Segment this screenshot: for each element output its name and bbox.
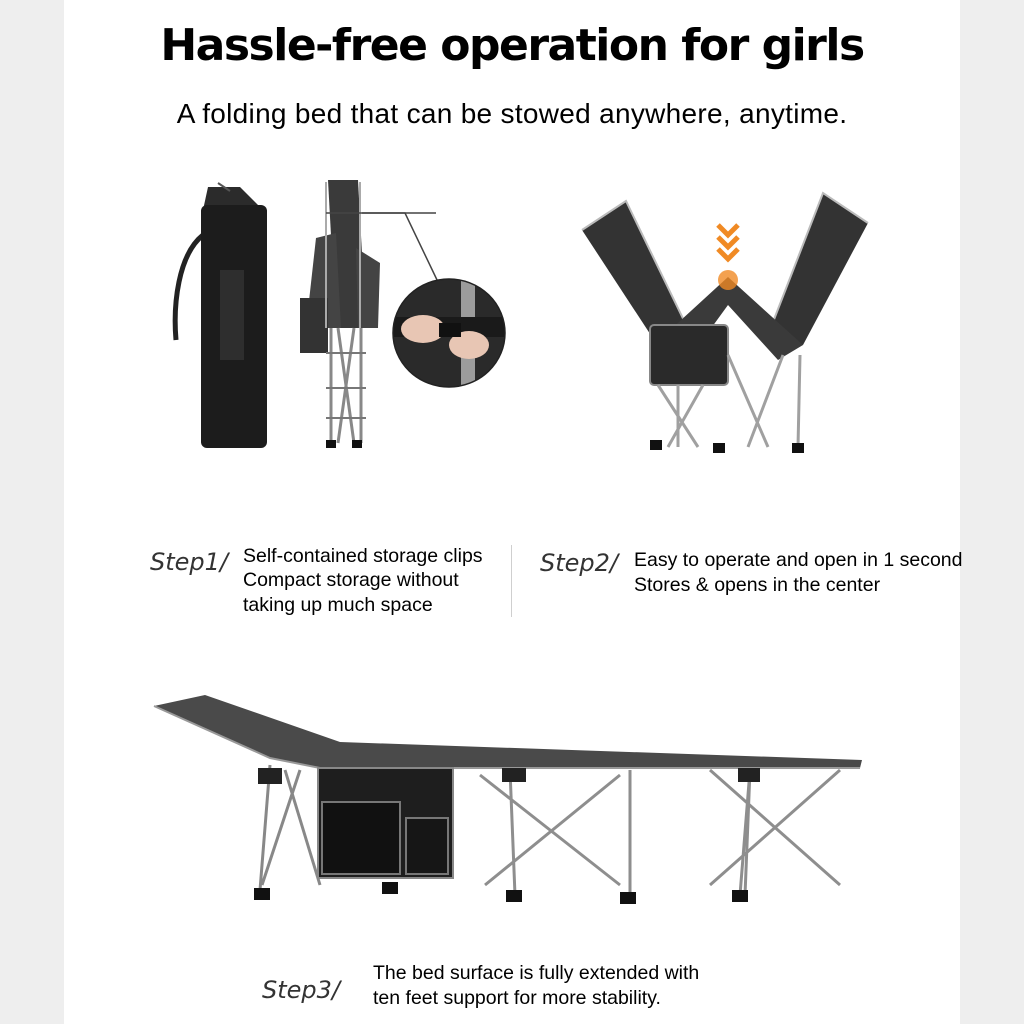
step2-line-2: Stores & opens in the center xyxy=(634,574,881,596)
step1-line-2: Compact storage without xyxy=(243,569,459,591)
storage-bag-photo xyxy=(168,175,278,455)
step3-line-1: The bed surface is fully extended with xyxy=(373,962,700,984)
step3-line-2: ten feet support for more stability. xyxy=(373,987,661,1009)
subheadline: A folding bed that can be stowed anywhere, anytime. xyxy=(176,98,848,129)
step3-label: Step3/ xyxy=(262,976,340,1004)
step2-line-1: Easy to operate and open in 1 second xyxy=(634,549,963,571)
step1-line-3: taking up much space xyxy=(243,594,433,616)
step2-label: Step2/ xyxy=(540,549,618,577)
unfolded-cot-photo xyxy=(150,690,865,910)
buckle-closeup-photo xyxy=(391,277,507,389)
headline: Hassle-free operation for girls xyxy=(160,20,864,71)
step-divider xyxy=(511,545,512,617)
opening-cot-photo xyxy=(578,185,873,460)
step1-line-1: Self-contained storage clips xyxy=(243,545,483,567)
left-margin xyxy=(0,0,64,1024)
right-margin xyxy=(960,0,1024,1024)
step1-label: Step1/ xyxy=(150,548,228,576)
